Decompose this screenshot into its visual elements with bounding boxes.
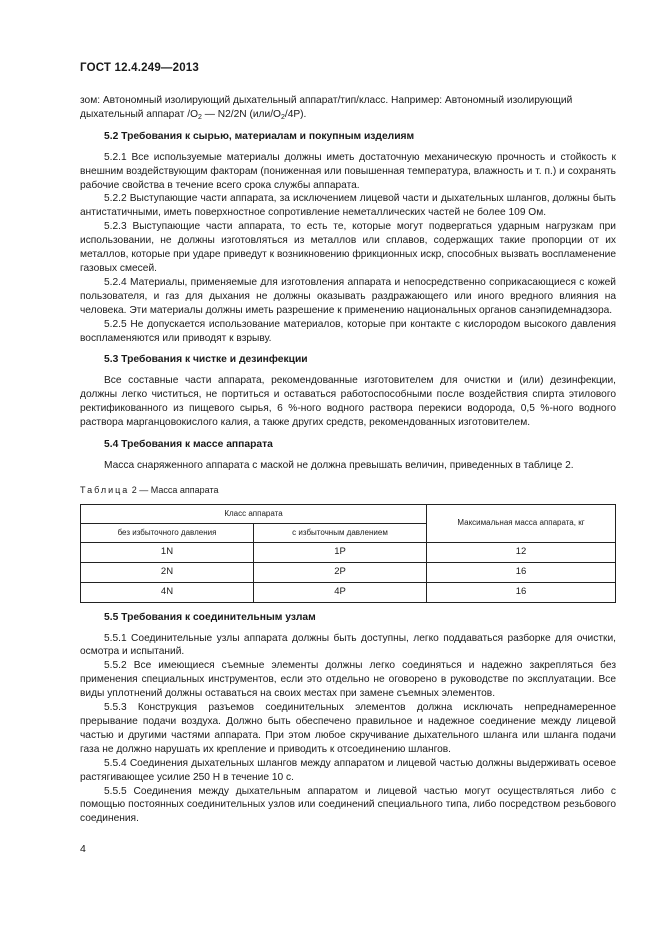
table-row — [81, 542, 616, 562]
cell-no-pressure: 4N — [81, 582, 254, 602]
cell-mass: 16 — [427, 582, 616, 602]
header-with-pressure: с избыточным давлением — [254, 523, 427, 542]
header-apparatus-class: Класс аппарата — [81, 504, 427, 523]
paragraph-5-2-4: 5.2.4 Материалы, применяемые для изготовления аппарата и непосредственно соприкасающиеся с кожей пользователя, и газ для дыхания не должны оказывать раздражающего или иного вредного влияния на человека. Эти материалы должны иметь разрешение к применению национальных органов санэпидемнадзора. — [80, 276, 616, 316]
paragraph-5-5-1: 5.5.1 Соединительные узлы аппарата должны быть доступны, легко поддаваться разборке для очистки, осмотра и испытаний. — [80, 632, 616, 658]
table-caption-word: Таблица — [80, 484, 130, 495]
intro-line-1: зом: Автономный изолирующий дыхательный аппарат/тип/класс. Например: Автономный изолирующий — [80, 95, 573, 106]
paragraph-5-2-5: 5.2.5 Не допускается использование материалов, которые при контакте с кислородом высокого давления воспламеняются или приводят к взрыву. — [80, 318, 616, 344]
section-5-2-heading: 5.2 Требования к сырью, материалам и покупным изделиям — [104, 130, 415, 142]
paragraph-5-5-4: 5.5.4 Соединения дыхательных шлангов между аппаратом и лицевой частью должны выдерживать осевое растягивающее усилие 250 Н в течение 10 с. — [80, 757, 616, 783]
standard-header-title: ГОСТ 12.4.249—2013 — [80, 62, 199, 74]
intro-line-2 — [80, 108, 616, 122]
intro-line-2-pre: дыхательный аппарат /O — [80, 108, 199, 120]
page-number: 4 — [80, 843, 86, 855]
table-2-caption — [80, 484, 616, 498]
table-header-row — [81, 504, 616, 523]
paragraph-5-5-3: 5.5.3 Конструкция разъемов соединительных элементов должна исключать непреднамеренное прерывание подачи воздуха. Должно быть обеспечено правильное и надежное соединение между лицевой частью и другими частями аппарата. При этом любое скручивание дыхательного шланга или шланга подачи газа не должно нарушать их крепление и приводить к отсоединению шлангов. — [80, 702, 616, 755]
table-caption-rest: 2 — Масса аппарата — [129, 484, 219, 495]
paragraph-5-2-3: 5.2.3 Выступающие части аппарата, то есть те, которые могут подвергаться ударным нагрузкам при использовании, не должны изготовляться из металлов или сплавов, содержащих такие пропорции от их металлов, которые при ударе приведут к возникновению фрикционных искр, способных вызвать воспламенение газовых смесей. — [80, 221, 616, 274]
cell-pressure: 2P — [254, 562, 427, 582]
header-max-mass: Максимальная масса аппарата, кг — [427, 504, 616, 542]
paragraph-5-3: Все составные части аппарата, рекомендованные изготовителем для очистки и (или) дезинфекции, должны легко чиститься, не портиться и оставаться работоспособными после воздействия спирта этилового ректификованного из пищевого сырья, 6 %-ного водного раствора перекиси водорода, 0,5 %-ного водного раствора марганцовокислого калия, а также других средств, рекомендованных изготовителем. — [80, 375, 616, 429]
cell-no-pressure: 1N — [81, 542, 254, 562]
paragraph-5-2-1: 5.2.1 Все используемые материалы должны иметь достаточную механическую прочность и стойкость к внешним воздействующим факторам (пониженная или повышенная температура, влажность и т. п.) и сохранять рабочие свойства в течение всего срока службы аппарата. — [80, 151, 616, 191]
cell-mass: 12 — [427, 542, 616, 562]
paragraph-5-5-2: 5.5.2 Все имеющиеся съемные элементы должны легко соединяться и надежно закрепляться без применения специальных инструментов, если это отдельно не оговорено в руководстве по эксплуатации. Все виды уплотнений должны оставаться на своих местах при замене съемных элементов. — [80, 660, 616, 700]
table-row — [81, 562, 616, 582]
document-body — [80, 94, 616, 826]
cell-no-pressure: 2N — [81, 562, 254, 582]
intro-line-2-sub: 2 — [198, 113, 202, 121]
paragraph-5-5-5: 5.5.5 Соединения между дыхательным аппаратом и лицевой частью могут осуществляться либо с помощью постоянных соединительных узлов или соединений специального типа, либо посредством резьбового соединения. — [80, 785, 616, 825]
intro-line-2-mid: — N2/2N (или/O — [201, 108, 281, 120]
header-no-pressure: без избыточного давления — [81, 523, 254, 542]
intro-line-2-post: /4P). — [284, 108, 307, 120]
intro-line-2-sub2: 2 — [280, 113, 285, 121]
paragraph-5-4: Масса снаряженного аппарата с маской не должна превышать величин, приведенных в таблице 2. — [104, 459, 574, 471]
cell-mass: 16 — [427, 562, 616, 582]
table-row — [81, 582, 616, 602]
section-5-3-heading: 5.3 Требования к чистке и дезинфекции — [104, 354, 308, 366]
mass-table — [80, 504, 616, 603]
section-5-4-heading: 5.4 Требования к массе аппарата — [104, 438, 273, 450]
paragraph-5-2-2: 5.2.2 Выступающие части аппарата, за исключением лицевой части и дыхательных шлангов, должны быть антистатичными, иметь поверхностное сопротивление неметаллических частей не более 109 Ом. — [80, 193, 616, 219]
section-5-5-heading: 5.5 Требования к соединительным узлам — [104, 611, 316, 623]
cell-pressure: 1P — [254, 542, 427, 562]
cell-pressure: 4P — [254, 582, 427, 602]
